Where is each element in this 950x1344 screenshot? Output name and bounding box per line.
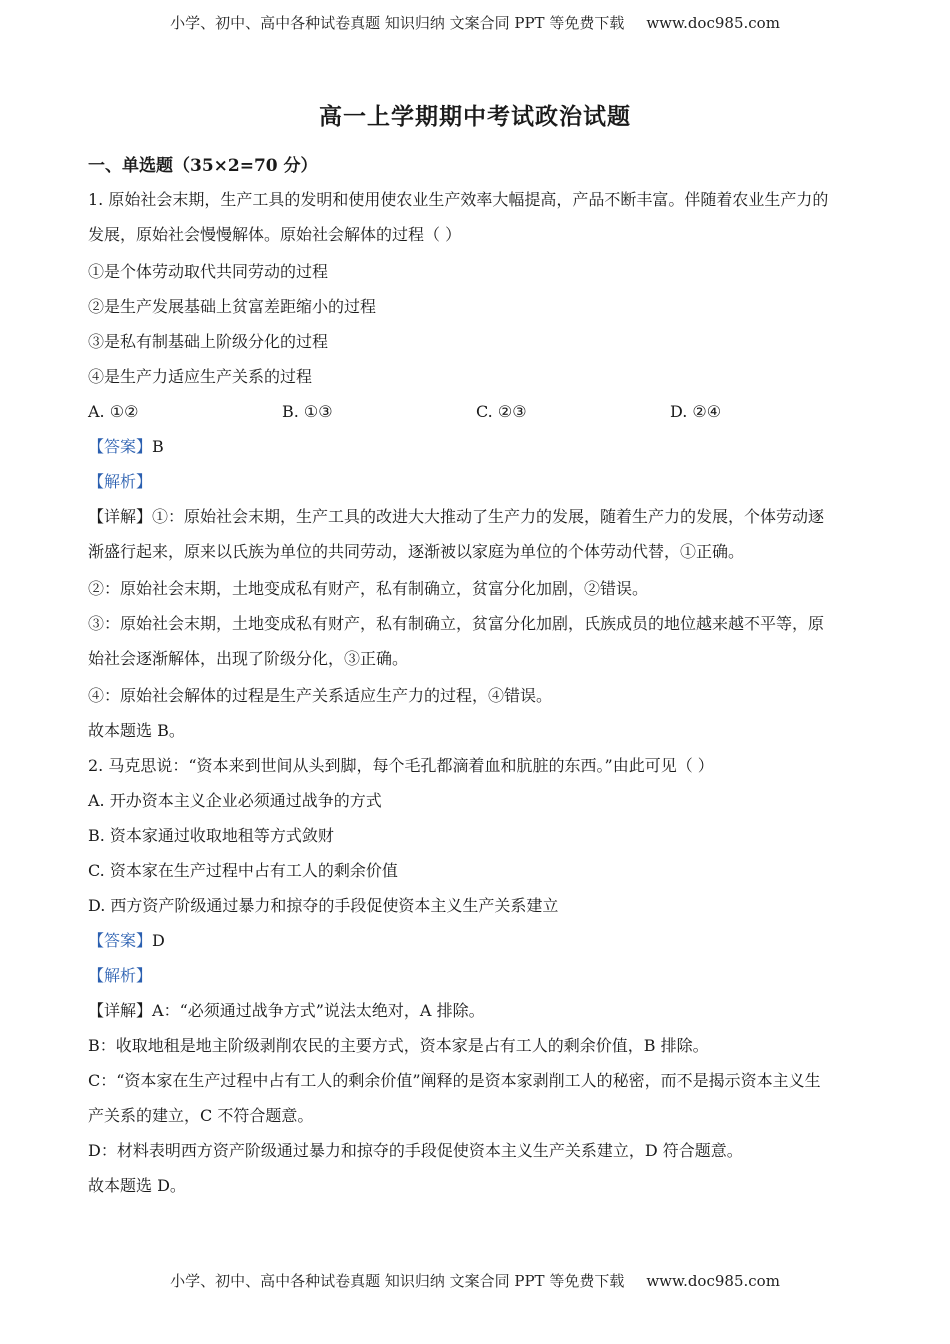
answer-tag: 【答案】 xyxy=(88,437,153,456)
section-heading: 一、单选题（35×2=70 分） xyxy=(88,156,318,176)
q2-option-d[interactable]: D. 西方资产阶级通过暴力和掠夺的手段促使资本主义生产关系建立 xyxy=(88,896,559,915)
q1-detail-line-1 xyxy=(88,499,868,534)
analysis-tag: 【解析】 xyxy=(88,472,153,491)
detail-tag: 【详解】 xyxy=(88,507,153,526)
page-title: 高一上学期期中考试政治试题 xyxy=(319,103,631,130)
q1-analysis xyxy=(88,464,868,499)
q2-detail-line-5: D：材料表明西方资产阶级通过暴力和掠夺的手段促使资本主义生产关系建立，D 符合题意。 xyxy=(88,1141,743,1160)
q1-detail-line-3: ②：原始社会末期，土地变成私有财产，私有制确立，贫富分化加剧，②错误。 xyxy=(88,579,649,598)
q1-detail-line-2: 渐盛行起来，原来以氏族为单位的共同劳动，逐渐被以家庭为单位的个体劳动代替，①正确。 xyxy=(88,542,745,561)
q2-detail-line-3: C：“资本家在生产过程中占有工人的剩余价值”阐释的是资本家剥削工人的秘密，而不是揭示资本主义生 xyxy=(88,1071,821,1090)
q2-stem: 2. 马克思说：“资本来到世间从头到脚，每个毛孔都滴着血和肮脏的东西。”由此可见（ ） xyxy=(88,756,714,775)
q1-option-d[interactable]: D. ②④ xyxy=(670,402,722,421)
q1-item: ②是生产发展基础上贫富差距缩小的过程 xyxy=(88,297,377,316)
q2-analysis xyxy=(88,958,868,993)
q1-item: ③是私有制基础上阶级分化的过程 xyxy=(88,332,329,351)
question-2 xyxy=(88,748,868,1203)
q1-item: ④是生产力适应生产关系的过程 xyxy=(88,367,313,386)
q1-option-a[interactable]: A. ①② xyxy=(88,402,139,421)
q1-stem-line-1: 1. 原始社会末期，生产工具的发明和使用使农业生产效率大幅提高，产品不断丰富。伴随着农业生产力的 xyxy=(88,190,829,209)
q2-option-a[interactable]: A. 开办资本主义企业必须通过战争的方式 xyxy=(88,791,382,810)
page-footer xyxy=(0,1270,950,1291)
question-1 xyxy=(88,182,868,748)
q2-option-b[interactable]: B. 资本家通过收取地租等方式敛财 xyxy=(88,826,334,845)
q1-detail-line-4: ③：原始社会末期，土地变成私有财产，私有制确立，贫富分化加剧，氏族成员的地位越来越不平等，原 xyxy=(88,614,825,633)
q2-detail-line-1 xyxy=(88,993,868,1028)
q1-option-c[interactable]: C. ②③ xyxy=(476,402,527,421)
detail-text: ①：原始社会末期，生产工具的改进大大推动了生产力的发展，随着生产力的发展，个体劳动逐 xyxy=(152,507,825,526)
footer-text: 小学、初中、高中各种试卷真题 知识归纳 文案合同 PPT 等免费下载 xyxy=(170,1272,625,1290)
document-body xyxy=(88,150,868,1203)
q1-detail-line-6: ④：原始社会解体的过程是生产关系适应生产力的过程，④错误。 xyxy=(88,686,553,705)
header-site[interactable]: www.doc985.com xyxy=(646,14,780,32)
footer-site[interactable]: www.doc985.com xyxy=(646,1272,780,1290)
q2-option-c[interactable]: C. 资本家在生产过程中占有工人的剩余价值 xyxy=(88,861,398,880)
header-text: 小学、初中、高中各种试卷真题 知识归纳 文案合同 PPT 等免费下载 xyxy=(170,14,625,32)
q1-options xyxy=(88,394,868,429)
answer-value: D xyxy=(152,931,165,950)
q1-answer xyxy=(88,429,868,464)
q2-answer xyxy=(88,923,868,958)
q1-conclusion: 故本题选 B。 xyxy=(88,721,185,740)
detail-tag: 【详解】 xyxy=(88,1001,153,1020)
analysis-tag: 【解析】 xyxy=(88,966,153,985)
q1-option-b[interactable]: B. ①③ xyxy=(282,402,333,421)
q1-item: ①是个体劳动取代共同劳动的过程 xyxy=(88,262,329,281)
q1-stem-line-2: 发展，原始社会慢慢解体。原始社会解体的过程（ ） xyxy=(88,225,462,244)
page-header xyxy=(0,12,950,33)
q1-detail-line-5: 始社会逐渐解体，出现了阶级分化，③正确。 xyxy=(88,649,409,668)
q2-detail-line-2: B：收取地租是地主阶级剥削农民的主要方式，资本家是占有工人的剩余价值，B 排除。 xyxy=(88,1036,709,1055)
q2-detail-line-4: 产关系的建立，C 不符合题意。 xyxy=(88,1106,314,1125)
detail-text: A：“必须通过战争方式”说法太绝对，A 排除。 xyxy=(152,1001,485,1020)
answer-tag: 【答案】 xyxy=(88,931,153,950)
q2-conclusion: 故本题选 D。 xyxy=(88,1176,186,1195)
answer-value: B xyxy=(152,437,164,456)
